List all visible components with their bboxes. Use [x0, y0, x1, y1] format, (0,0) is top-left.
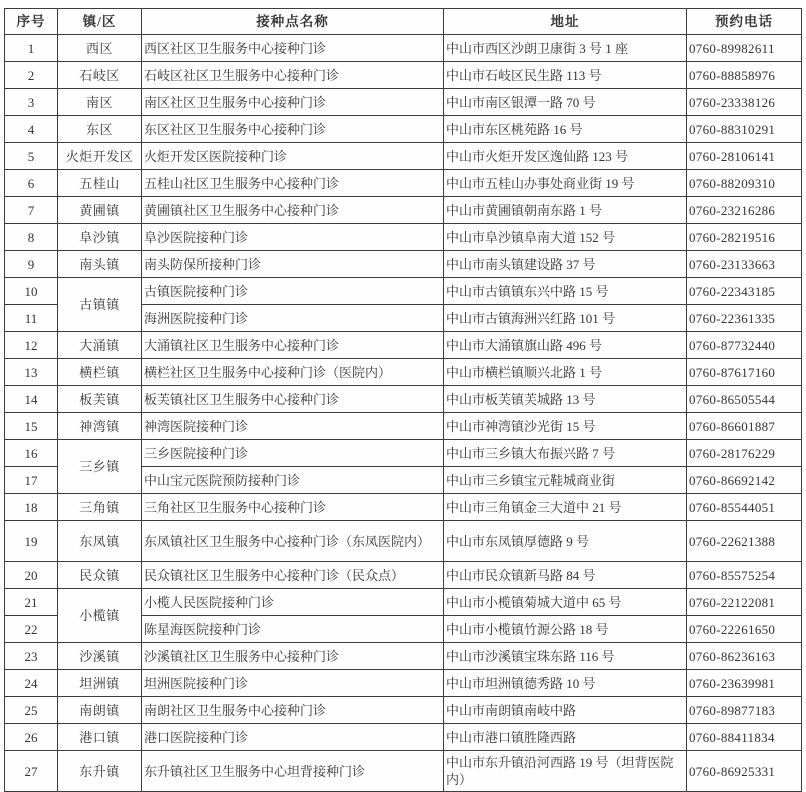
- table-row: [5, 251, 802, 278]
- site-name-cell: 南头防保所接种门诊: [142, 251, 444, 278]
- address-cell: 中山市石岐区民生路 113 号: [444, 62, 687, 89]
- vaccination-table-body: [5, 35, 802, 792]
- district-cell: 西区: [58, 35, 142, 62]
- phone-cell: 0760-23639981: [687, 670, 802, 697]
- site-name-cell: 阜沙医院接种门诊: [142, 224, 444, 251]
- district-cell: 南朗镇: [58, 697, 142, 724]
- table-row: [5, 440, 802, 467]
- address-cell: 中山市火炬开发区逸仙路 123 号: [444, 143, 687, 170]
- row-number-cell: 19: [5, 521, 58, 562]
- site-name-cell: 古镇医院接种门诊: [142, 278, 444, 305]
- address-cell: 中山市小榄镇菊城大道中 65 号: [444, 589, 687, 616]
- site-name-cell: 海洲医院接种门诊: [142, 305, 444, 332]
- address-cell: 中山市神湾镇沙光街 15 号: [444, 413, 687, 440]
- district-cell: 横栏镇: [58, 359, 142, 386]
- district-cell: 坦洲镇: [58, 670, 142, 697]
- phone-cell: 0760-85544051: [687, 494, 802, 521]
- table-row: [5, 35, 802, 62]
- district-cell: 阜沙镇: [58, 224, 142, 251]
- table-header: [5, 9, 802, 35]
- row-number-cell: 11: [5, 305, 58, 332]
- phone-cell: 0760-89877183: [687, 697, 802, 724]
- site-name-cell: 民众镇社区卫生服务中心接种门诊（民众点）: [142, 562, 444, 589]
- row-number-cell: 9: [5, 251, 58, 278]
- address-cell: 中山市南头镇建设路 37 号: [444, 251, 687, 278]
- district-cell: 民众镇: [58, 562, 142, 589]
- site-name-cell: 坦洲医院接种门诊: [142, 670, 444, 697]
- header-address: 地址: [444, 9, 687, 35]
- site-name-cell: 板芙镇社区卫生服务中心接种门诊: [142, 386, 444, 413]
- district-cell: 大涌镇: [58, 332, 142, 359]
- site-name-cell: 神湾医院接种门诊: [142, 413, 444, 440]
- phone-cell: 0760-86692142: [687, 467, 802, 494]
- address-cell: 中山市横栏镇顺兴北路 1 号: [444, 359, 687, 386]
- row-number-cell: 16: [5, 440, 58, 467]
- table-row: [5, 116, 802, 143]
- row-number-cell: 18: [5, 494, 58, 521]
- address-cell: 中山市西区沙朗卫康街 3 号 1 座: [444, 35, 687, 62]
- row-number-cell: 15: [5, 413, 58, 440]
- site-name-cell: 小榄人民医院接种门诊: [142, 589, 444, 616]
- phone-cell: 0760-22361335: [687, 305, 802, 332]
- site-name-cell: 三乡医院接种门诊: [142, 440, 444, 467]
- table-row: [5, 697, 802, 724]
- address-cell: 中山市南朗镇南岐中路: [444, 697, 687, 724]
- site-name-cell: 石岐区社区卫生服务中心接种门诊: [142, 62, 444, 89]
- district-cell: 南头镇: [58, 251, 142, 278]
- site-name-cell: 西区社区卫生服务中心接种门诊: [142, 35, 444, 62]
- row-number-cell: 10: [5, 278, 58, 305]
- site-name-cell: 港口医院接种门诊: [142, 724, 444, 751]
- address-cell: 中山市三乡镇宝元鞋城商业街: [444, 467, 687, 494]
- header-serial-number: 序号: [5, 9, 58, 35]
- row-number-cell: 14: [5, 386, 58, 413]
- phone-cell: 0760-23338126: [687, 89, 802, 116]
- district-cell: 板芙镇: [58, 386, 142, 413]
- row-number-cell: 24: [5, 670, 58, 697]
- table-row: [5, 170, 802, 197]
- site-name-cell: 横栏社区卫生服务中心接种门诊（医院内）: [142, 359, 444, 386]
- table-row: [5, 143, 802, 170]
- district-cell: 三角镇: [58, 494, 142, 521]
- district-cell: 南区: [58, 89, 142, 116]
- header-phone: 预约电话: [687, 9, 802, 35]
- address-cell: 中山市古镇海洲兴红路 101 号: [444, 305, 687, 332]
- site-name-cell: 火炬开发区医院接种门诊: [142, 143, 444, 170]
- address-cell: 中山市板芙镇芙城路 13 号: [444, 386, 687, 413]
- row-number-cell: 7: [5, 197, 58, 224]
- district-cell: 沙溪镇: [58, 643, 142, 670]
- address-cell: 中山市东区桃苑路 16 号: [444, 116, 687, 143]
- address-cell: 中山市南区银潭一路 70 号: [444, 89, 687, 116]
- table-row: [5, 62, 802, 89]
- phone-cell: 0760-88858976: [687, 62, 802, 89]
- address-cell: 中山市五桂山办事处商业街 19 号: [444, 170, 687, 197]
- header-site-name: 接种点名称: [142, 9, 444, 35]
- address-cell: 中山市三乡镇大布振兴路 7 号: [444, 440, 687, 467]
- phone-cell: 0760-88310291: [687, 116, 802, 143]
- address-cell: 中山市民众镇新马路 84 号: [444, 562, 687, 589]
- address-cell: 中山市阜沙镇阜南大道 152 号: [444, 224, 687, 251]
- site-name-cell: 黄圃镇社区卫生服务中心接种门诊: [142, 197, 444, 224]
- phone-cell: 0760-88411834: [687, 724, 802, 751]
- row-number-cell: 2: [5, 62, 58, 89]
- phone-cell: 0760-28219516: [687, 224, 802, 251]
- district-cell: 三乡镇: [58, 440, 142, 494]
- address-cell: 中山市沙溪镇宝珠东路 116 号: [444, 643, 687, 670]
- site-name-cell: 南区社区卫生服务中心接种门诊: [142, 89, 444, 116]
- header-row: [5, 9, 802, 35]
- district-cell: 黄圃镇: [58, 197, 142, 224]
- phone-cell: 0760-22261650: [687, 616, 802, 643]
- site-name-cell: 南朗社区卫生服务中心接种门诊: [142, 697, 444, 724]
- phone-cell: 0760-88209310: [687, 170, 802, 197]
- phone-cell: 0760-86505544: [687, 386, 802, 413]
- phone-cell: 0760-23133663: [687, 251, 802, 278]
- row-number-cell: 12: [5, 332, 58, 359]
- district-cell: 神湾镇: [58, 413, 142, 440]
- phone-cell: 0760-87732440: [687, 332, 802, 359]
- address-cell: 中山市三角镇金三大道中 21 号: [444, 494, 687, 521]
- phone-cell: 0760-85575254: [687, 562, 802, 589]
- phone-cell: 0760-89982611: [687, 35, 802, 62]
- site-name-cell: 东凤镇社区卫生服务中心接种门诊（东凤医院内）: [142, 521, 444, 562]
- district-cell: 五桂山: [58, 170, 142, 197]
- phone-cell: 0760-22122081: [687, 589, 802, 616]
- row-number-cell: 27: [5, 751, 58, 792]
- site-name-cell: 五桂山社区卫生服务中心接种门诊: [142, 170, 444, 197]
- row-number-cell: 13: [5, 359, 58, 386]
- table-row: [5, 332, 802, 359]
- district-cell: 东凤镇: [58, 521, 142, 562]
- district-cell: 港口镇: [58, 724, 142, 751]
- table-row: [5, 197, 802, 224]
- row-number-cell: 8: [5, 224, 58, 251]
- district-cell: 东区: [58, 116, 142, 143]
- table-row: [5, 224, 802, 251]
- district-cell: 石岐区: [58, 62, 142, 89]
- phone-cell: 0760-86601887: [687, 413, 802, 440]
- site-name-cell: 东区社区卫生服务中心接种门诊: [142, 116, 444, 143]
- table-row: [5, 670, 802, 697]
- address-cell: 中山市古镇镇东兴中路 15 号: [444, 278, 687, 305]
- address-cell: 中山市东凤镇厚德路 9 号: [444, 521, 687, 562]
- table-row: [5, 521, 802, 562]
- phone-cell: 0760-22621388: [687, 521, 802, 562]
- table-row: [5, 562, 802, 589]
- site-name-cell: 沙溪镇社区卫生服务中心接种门诊: [142, 643, 444, 670]
- district-cell: 古镇镇: [58, 278, 142, 332]
- table-row: [5, 89, 802, 116]
- address-cell: 中山市小榄镇竹源公路 18 号: [444, 616, 687, 643]
- table-row: [5, 751, 802, 792]
- phone-cell: 0760-28106141: [687, 143, 802, 170]
- row-number-cell: 5: [5, 143, 58, 170]
- district-cell: 火炬开发区: [58, 143, 142, 170]
- table-row: [5, 413, 802, 440]
- vaccination-sites-table: [4, 8, 802, 792]
- row-number-cell: 20: [5, 562, 58, 589]
- district-cell: 小榄镇: [58, 589, 142, 643]
- site-name-cell: 东升镇社区卫生服务中心坦背接种门诊: [142, 751, 444, 792]
- row-number-cell: 23: [5, 643, 58, 670]
- phone-cell: 0760-28176229: [687, 440, 802, 467]
- district-cell: 东升镇: [58, 751, 142, 792]
- table-row: [5, 278, 802, 305]
- phone-cell: 0760-86925331: [687, 751, 802, 792]
- table-row: [5, 386, 802, 413]
- header-town-district: 镇/区: [58, 9, 142, 35]
- address-cell: 中山市大涌镇旗山路 496 号: [444, 332, 687, 359]
- phone-cell: 0760-87617160: [687, 359, 802, 386]
- table-row: [5, 494, 802, 521]
- row-number-cell: 17: [5, 467, 58, 494]
- phone-cell: 0760-22343185: [687, 278, 802, 305]
- table-row: [5, 643, 802, 670]
- row-number-cell: 4: [5, 116, 58, 143]
- phone-cell: 0760-86236163: [687, 643, 802, 670]
- row-number-cell: 1: [5, 35, 58, 62]
- row-number-cell: 3: [5, 89, 58, 116]
- table-row: [5, 589, 802, 616]
- table-row: [5, 359, 802, 386]
- address-cell: 中山市东升镇沿河西路 19 号（坦背医院内）: [444, 751, 687, 792]
- address-cell: 中山市黄圃镇朝南东路 1 号: [444, 197, 687, 224]
- address-cell: 中山市港口镇胜隆西路: [444, 724, 687, 751]
- row-number-cell: 22: [5, 616, 58, 643]
- table-row: [5, 724, 802, 751]
- site-name-cell: 陈星海医院接种门诊: [142, 616, 444, 643]
- row-number-cell: 21: [5, 589, 58, 616]
- site-name-cell: 三角社区卫生服务中心接种门诊: [142, 494, 444, 521]
- row-number-cell: 6: [5, 170, 58, 197]
- site-name-cell: 中山宝元医院预防接种门诊: [142, 467, 444, 494]
- row-number-cell: 26: [5, 724, 58, 751]
- site-name-cell: 大涌镇社区卫生服务中心接种门诊: [142, 332, 444, 359]
- phone-cell: 0760-23216286: [687, 197, 802, 224]
- address-cell: 中山市坦洲镇德秀路 10 号: [444, 670, 687, 697]
- row-number-cell: 25: [5, 697, 58, 724]
